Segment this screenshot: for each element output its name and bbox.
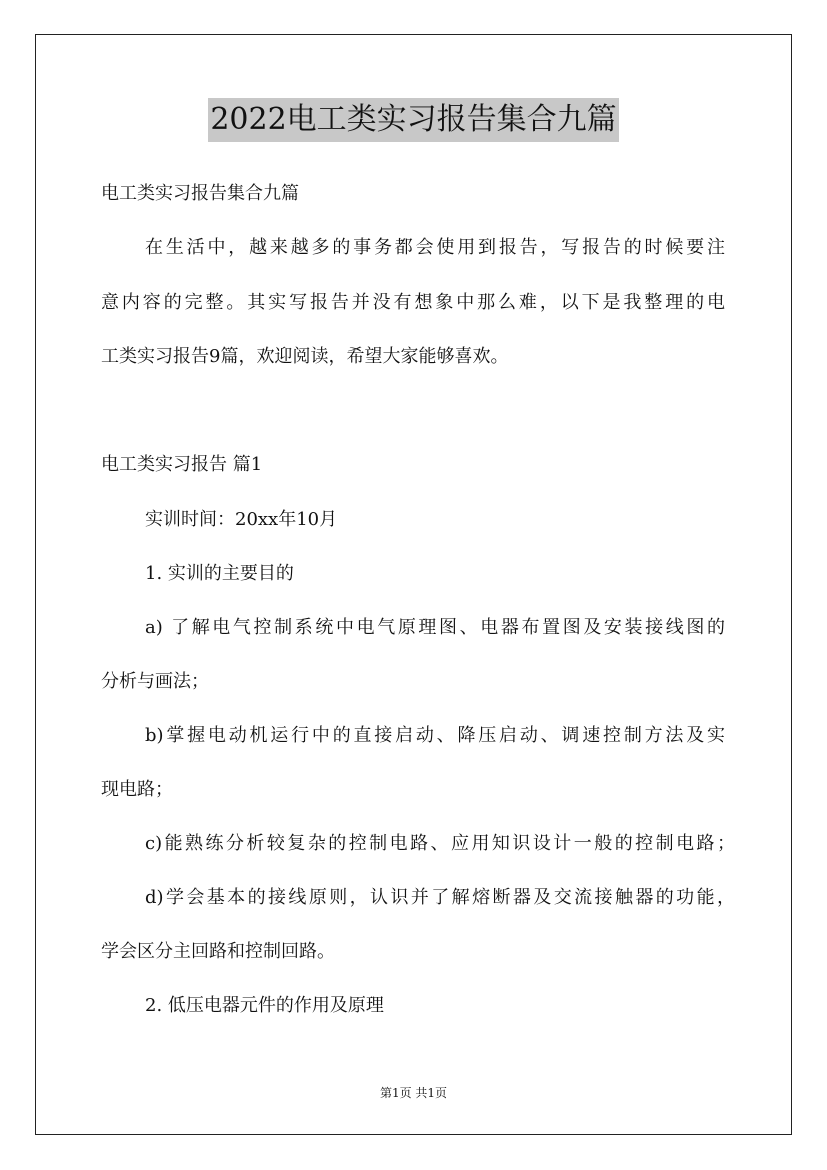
paragraph-line: 在生活中，越来越多的事务都会使用到报告，写报告的时候要注: [145, 237, 725, 258]
title-container: [0, 98, 827, 142]
list-item-line: 学会区分主回路和控制回路。: [101, 941, 335, 962]
numbered-heading: 2. 低压电器元件的作用及原理: [145, 995, 384, 1016]
list-item-line: a) 了解电气控制系统中电气原理图、电器布置图及安装接线图的: [145, 617, 725, 638]
subtitle-line: 电工类实习报告集合九篇: [101, 183, 299, 204]
list-item-line: 现电路；: [101, 779, 173, 800]
list-item-line: d)学会基本的接线原则，认识并了解熔断器及交流接触器的功能，: [145, 887, 735, 908]
document-title: 2022电工类实习报告集合九篇: [208, 98, 618, 142]
list-item-line: c)能熟练分析较复杂的控制电路、应用知识设计一般的控制电路；: [145, 833, 735, 854]
numbered-heading: 1. 实训的主要目的: [145, 563, 294, 584]
list-item-line: b)掌握电动机运行中的直接启动、降压启动、调速控制方法及实: [145, 725, 725, 746]
list-item-line: 分析与画法；: [101, 671, 209, 692]
paragraph-line: 工类实习报告9篇，欢迎阅读，希望大家能够喜欢。: [101, 346, 509, 367]
paragraph-line: 意内容的完整。其实写报告并没有想象中那么难，以下是我整理的电: [101, 292, 725, 313]
paragraph-line: 实训时间：20xx年10月: [145, 509, 338, 530]
section-heading: 电工类实习报告 篇1: [101, 454, 263, 475]
page-footer: 第1页 共1页: [379, 1086, 448, 1100]
